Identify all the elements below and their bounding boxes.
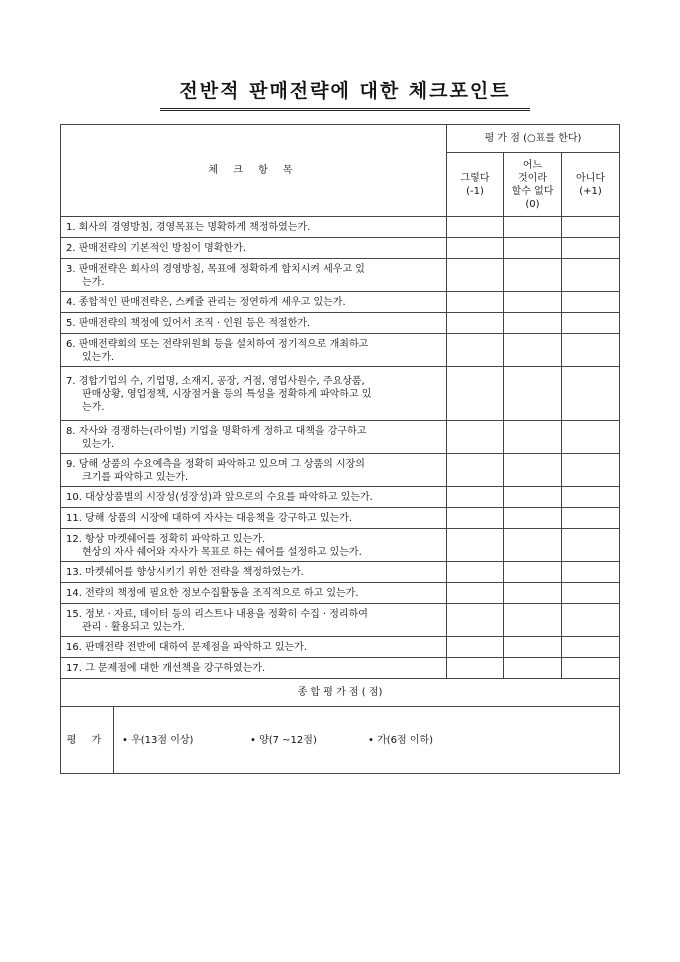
rating-yes-cell[interactable] (447, 238, 504, 259)
checklist-row (61, 313, 620, 334)
rating-no-cell[interactable] (562, 487, 620, 508)
rating-yes-cell[interactable] (447, 367, 504, 421)
rating-no-cell[interactable] (562, 313, 620, 334)
checklist-item-text: 9. 당해 상품의 수요예측을 정확히 파악하고 있으며 그 상품의 시장의 크기를 파악하고 있는가. (61, 454, 447, 487)
rating-undecided-cell[interactable] (504, 292, 562, 313)
checklist-item-text: 14. 전략의 책정에 필요한 정보수집활동을 조직적으로 하고 있는가. (61, 583, 447, 604)
rating-yes-cell[interactable] (447, 292, 504, 313)
checklist-item-text: 13. 마켓쉐어를 향상시키기 위한 전략을 책정하였는가. (61, 562, 447, 583)
rating-yes-cell[interactable] (447, 313, 504, 334)
rating-undecided-cell[interactable] (504, 334, 562, 367)
page-title: 전반적 판매전략에 대한 체크포인트 (160, 76, 530, 111)
checklist-item-text: 12. 항상 마켓쉐어를 정확히 파악하고 있는가. 현상의 자사 쉐어와 자사가 목표로 하는 쉐어를 설정하고 있는가. (61, 529, 447, 562)
checklist-row (61, 529, 620, 562)
checklist-row (61, 454, 620, 487)
rating-no-cell[interactable] (562, 637, 620, 658)
checklist-row (61, 562, 620, 583)
rating-undecided-cell[interactable] (504, 508, 562, 529)
rating-yes-cell[interactable] (447, 583, 504, 604)
checklist-item-text: 1. 회사의 경영방침, 경영목표는 명확하게 책정하였는가. (61, 217, 447, 238)
rating-yes-cell[interactable] (447, 454, 504, 487)
rating-yes-cell[interactable] (447, 637, 504, 658)
rating-no-header: 아니다 (+1) (562, 153, 620, 217)
rating-no-cell[interactable] (562, 529, 620, 562)
items-column-header: 체 크 항 목 (61, 125, 447, 217)
rating-undecided-cell[interactable] (504, 313, 562, 334)
checklist-row (61, 487, 620, 508)
checklist-item-text: 5. 판매전략의 책정에 있어서 조직 · 인원 등은 적절한가. (61, 313, 447, 334)
checklist-item-text: 10. 대상상품별의 시장성(성장성)과 앞으로의 수요를 파악하고 있는가. (61, 487, 447, 508)
rating-undecided-header: 어느 것이라 할수 없다 (0) (504, 153, 562, 217)
checklist-row (61, 604, 620, 637)
rating-no-cell[interactable] (562, 508, 620, 529)
checklist-row (61, 421, 620, 454)
rating-undecided-cell[interactable] (504, 637, 562, 658)
checklist-row (61, 334, 620, 367)
rating-yes-cell[interactable] (447, 487, 504, 508)
checklist-row (61, 583, 620, 604)
checklist-row (61, 259, 620, 292)
checklist-table (60, 124, 620, 774)
checklist-item-text: 8. 자사와 경쟁하는(라이벌) 기업을 명확하게 정하고 대책을 강구하고 있는가. (61, 421, 447, 454)
rating-no-cell[interactable] (562, 604, 620, 637)
checklist-item-text: 15. 정보 · 자료, 데이터 등의 리스트나 내용을 정확히 수집 · 정리하여 관리 · 활용되고 있는가. (61, 604, 447, 637)
rating-no-cell[interactable] (562, 334, 620, 367)
rating-no-cell[interactable] (562, 658, 620, 679)
total-score-row: 종 합 평 가 점 ( 점) (61, 679, 620, 707)
rating-undecided-cell[interactable] (504, 217, 562, 238)
rating-undecided-cell[interactable] (504, 259, 562, 292)
evaluation-label: 평 가 (61, 707, 114, 773)
rating-yes-cell[interactable] (447, 217, 504, 238)
rating-no-cell[interactable] (562, 238, 620, 259)
rating-yes-cell[interactable] (447, 259, 504, 292)
rating-undecided-cell[interactable] (504, 421, 562, 454)
rating-yes-cell[interactable] (447, 421, 504, 454)
rating-yes-header: 그렇다 (-1) (447, 153, 504, 217)
evaluation-option-fair: • 가(6점 이하) (368, 734, 434, 746)
evaluation-option-excellent: • 우(13점 이상) (122, 734, 194, 746)
rating-no-cell[interactable] (562, 421, 620, 454)
rating-undecided-cell[interactable] (504, 562, 562, 583)
rating-no-cell[interactable] (562, 259, 620, 292)
rating-no-cell[interactable] (562, 292, 620, 313)
rating-no-cell[interactable] (562, 454, 620, 487)
checklist-item-text: 4. 종합적인 판매전략은, 스케쥴 관리는 정연하게 세우고 있는가. (61, 292, 447, 313)
checklist-item-text: 2. 판매전략의 기본적인 방침이 명확한가. (61, 238, 447, 259)
rating-undecided-cell[interactable] (504, 454, 562, 487)
evaluation-row (61, 707, 620, 774)
rating-yes-cell[interactable] (447, 334, 504, 367)
checklist-item-text: 11. 당해 상품의 시장에 대하여 자사는 대응책을 강구하고 있는가. (61, 508, 447, 529)
checklist-item-text: 17. 그 문제점에 대한 개선책을 강구하였는가. (61, 658, 447, 679)
rating-undecided-cell[interactable] (504, 583, 562, 604)
checklist-item-text: 7. 경합기업의 수, 기업명, 소재지, 공장, 거점, 영업사원수, 주요상품, 판매상황, 영업정책, 시장점거율 등의 특성을 정확하게 파악하고 있 는가. (61, 367, 447, 421)
checklist-row (61, 508, 620, 529)
checklist-row (61, 217, 620, 238)
rating-undecided-cell[interactable] (504, 658, 562, 679)
checklist-item-text: 16. 판매전략 전반에 대하여 문제점을 파악하고 있는가. (61, 637, 447, 658)
checklist-row (61, 238, 620, 259)
rating-no-cell[interactable] (562, 583, 620, 604)
checklist-item-text: 3. 판매전략은 회사의 경영방침, 목표에 정확하게 합치시켜 세우고 있 는가. (61, 259, 447, 292)
checklist-item-text: 6. 판매전략회의 또는 전략위원회 등을 설치하여 정기적으로 개최하고 있는가. (61, 334, 447, 367)
checklist-row (61, 292, 620, 313)
rating-undecided-cell[interactable] (504, 367, 562, 421)
rating-group-header: 평 가 점 (○표를 한다) (447, 125, 620, 153)
rating-undecided-cell[interactable] (504, 487, 562, 508)
rating-undecided-cell[interactable] (504, 238, 562, 259)
rating-no-cell[interactable] (562, 562, 620, 583)
rating-no-cell[interactable] (562, 217, 620, 238)
rating-undecided-cell[interactable] (504, 604, 562, 637)
rating-yes-cell[interactable] (447, 529, 504, 562)
rating-yes-cell[interactable] (447, 604, 504, 637)
rating-yes-cell[interactable] (447, 562, 504, 583)
rating-no-cell[interactable] (562, 367, 620, 421)
rating-yes-cell[interactable] (447, 508, 504, 529)
checklist-row (61, 637, 620, 658)
rating-yes-cell[interactable] (447, 658, 504, 679)
evaluation-option-good: • 양(7 ~12점) (250, 734, 317, 746)
checklist-row (61, 658, 620, 679)
rating-undecided-cell[interactable] (504, 529, 562, 562)
checklist-row (61, 367, 620, 421)
